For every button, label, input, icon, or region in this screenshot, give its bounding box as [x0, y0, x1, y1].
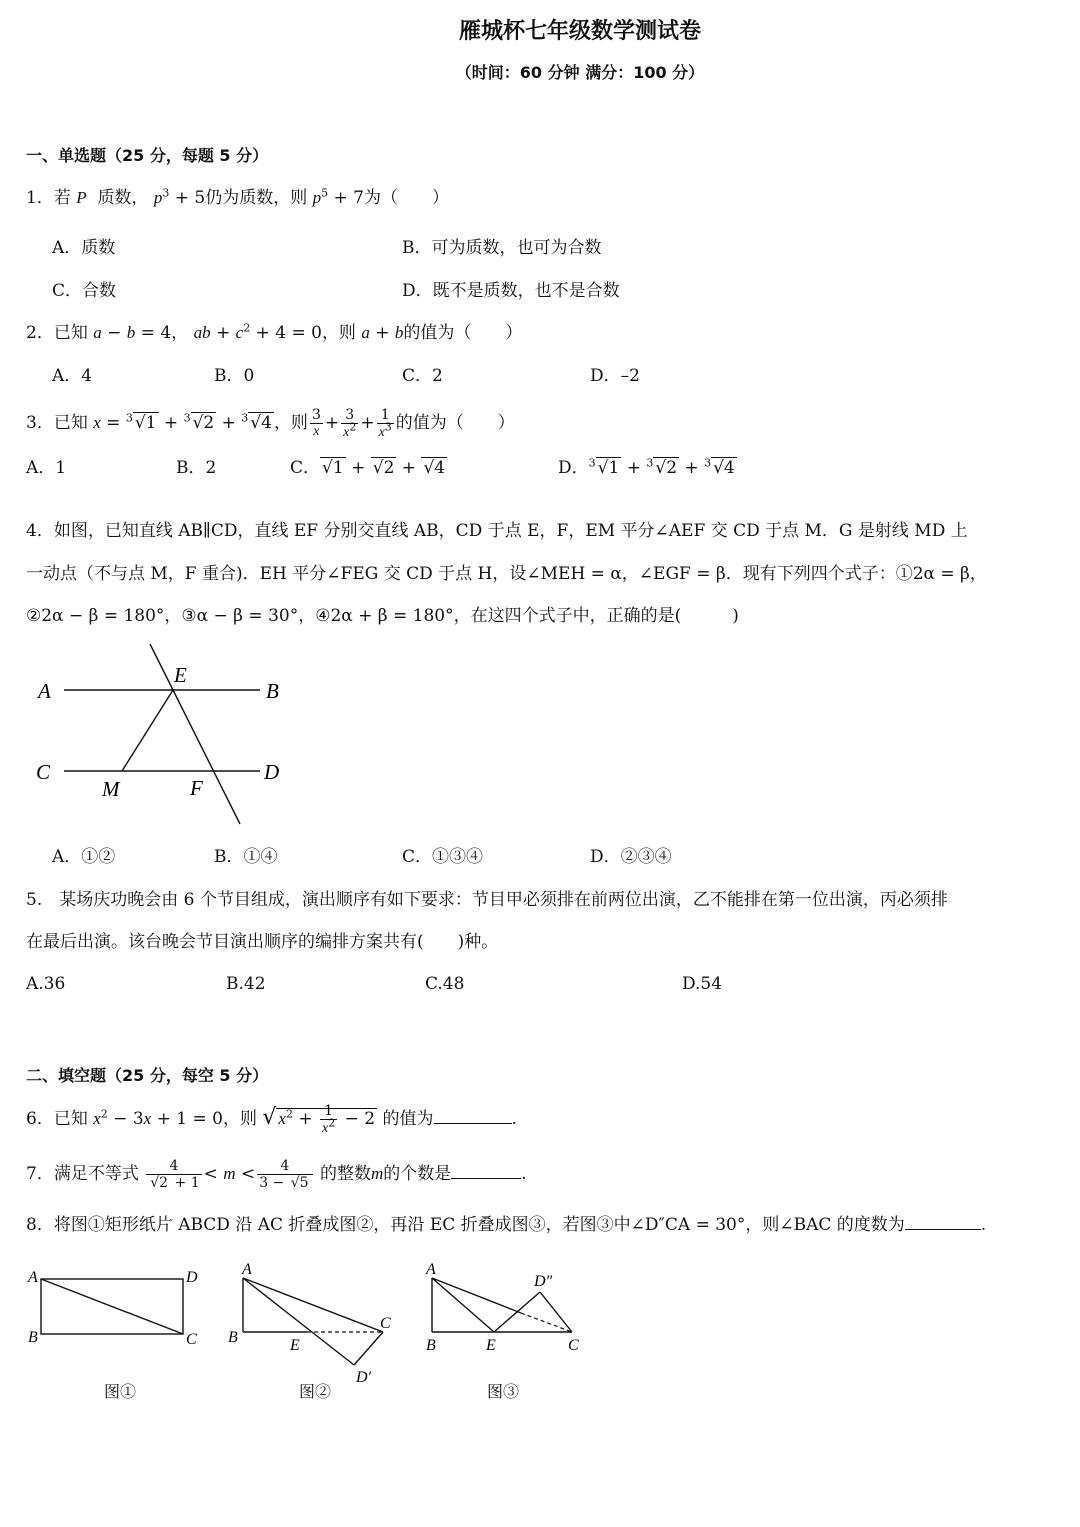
figure-label-f: F — [190, 776, 203, 800]
figure-label-e: E — [174, 663, 187, 687]
fig1-label-c: C — [186, 1331, 197, 1348]
question-1-option-a: A．质数 — [52, 238, 116, 258]
question-5-line-1: 5. 某场庆功晚会由 6 个节目组成，演出顺序有如下要求：节目甲必须排在前两位出演，乙不能排在第一位出演，丙必须排 — [26, 890, 948, 910]
question-4-option-d: D．②③④ — [590, 847, 672, 867]
fig2-label-a: A — [242, 1261, 252, 1278]
question-2-option-b: B．0 — [214, 366, 255, 386]
question-3-stem: 3．已知 x = $^3$ √1 + $^3$ √2 + $^3$ √4 ，则 $\frac{3}{x}$ + $\frac{3}{x^2}$ + $\frac{1}{x^3}$ 的值为（ ） — [26, 406, 515, 440]
question-4-option-c: C．①③④ — [402, 847, 484, 867]
fig3-label-b: B — [426, 1337, 436, 1354]
question-1-stem: 1．若 P 质数， $p^3 + 5$仍为质数，则 $p^5 + 7$为（ ） — [26, 186, 449, 208]
question-5-option-b: B.42 — [226, 974, 266, 994]
fig2-label-e: E — [290, 1337, 300, 1354]
fig3-label-c: C — [568, 1337, 579, 1354]
fig3-label-e: E — [486, 1337, 496, 1354]
figure-3-caption: 图③ — [487, 1382, 520, 1401]
question-1-option-c: C．合数 — [52, 281, 117, 301]
question-8-figure-1 — [24, 1260, 214, 1360]
fig1-label-b: B — [28, 1329, 38, 1346]
figure-label-c: C — [36, 760, 51, 784]
question-2-stem: 2．已知 a − b = 4， ab + $c^2 + 4 = 0$，则 a + b的值为（ ） — [26, 321, 523, 343]
exam-info: （时间：60 分钟 满分：100 分） — [455, 63, 705, 82]
question-5-option-a: A.36 — [26, 974, 66, 994]
fig3-label-a: A — [426, 1261, 436, 1278]
figure-2-caption: 图② — [299, 1382, 332, 1401]
figure-label-d: D — [264, 760, 280, 784]
question-4-line-3: ②2α − β = 180°，③α − β = 30°，④2α + β = 180°，在这四个式子中，正确的是( ) — [26, 606, 739, 626]
question-8-stem: 8．将图①矩形纸片 ABCD 沿 AC 折叠成图②，再沿 EC 折叠成图③，若图③中∠D″CA = 30°，则∠BAC 的度数为 . — [26, 1215, 987, 1235]
figure-1-caption: 图① — [104, 1382, 137, 1401]
question-8-figure-3 — [420, 1254, 600, 1359]
question-2-option-d: D．–2 — [590, 366, 640, 386]
figure-label-b: B — [266, 679, 279, 703]
question-5-option-d: D.54 — [682, 974, 723, 994]
question-4-option-b: B．①④ — [214, 847, 278, 867]
section-heading-fill-blank: 二、填空题（25 分，每空 5 分） — [26, 1066, 269, 1085]
question-5-option-c: C.48 — [425, 974, 465, 994]
question-1-option-b: B．可为质数，也可为合数 — [402, 238, 602, 258]
question-3-option-d: D．$^3$ √1 + $^3$ √2 + $^3$ √4 — [558, 456, 735, 478]
question-4-line-2: 一动点（不与点 M，F 重合)．EH 平分∠FEG 交 CD 于点 H，设∠MEH = α，∠EGF = β．现有下列四个式子：①2α = β， — [26, 564, 987, 584]
question-8-figure-2 — [226, 1254, 406, 1389]
question-7-stem: 7．满足不等式 $\frac{4}{√2 + 1}$ < m < $\frac{4}{3 - √5}$ 的整数m的个数是 . — [26, 1158, 527, 1191]
question-2-option-a: A．4 — [52, 366, 93, 386]
section-heading-single-choice: 一、单选题（25 分，每题 5 分） — [26, 146, 269, 165]
question-6-stem: 6．已知 $x^2 - 3x + 1 = 0$，则 √ $x^2$ + $\frac{1}{x^2}$ − 2 的值为 . — [26, 1102, 517, 1136]
fig3-label-d-double-prime: D″ — [534, 1273, 553, 1290]
question-3-option-c: C． √1 + √2 + √4 — [290, 458, 446, 478]
question-4-option-a: A．①② — [52, 847, 116, 867]
question-5-line-2: 在最后出演。该台晚会节目演出顺序的编排方案共有( )种。 — [26, 932, 499, 952]
fig2-label-b: B — [228, 1329, 238, 1346]
question-4-figure — [28, 640, 298, 830]
question-2-option-c: C．2 — [402, 366, 443, 386]
fig1-label-d: D — [186, 1269, 198, 1286]
figure-label-a: A — [38, 679, 51, 703]
fig1-label-a: A — [28, 1269, 38, 1286]
question-3-option-a: A．1 — [26, 458, 67, 478]
figure-label-m: M — [102, 777, 120, 801]
fig2-label-d-prime: D′ — [356, 1369, 372, 1386]
question-1-option-d: D．既不是质数，也不是合数 — [402, 281, 620, 301]
question-4-line-1: 4．如图，已知直线 AB∥CD，直线 EF 分别交直线 AB，CD 于点 E，F，EM 平分∠AEF 交 CD 于点 M．G 是射线 MD 上 — [26, 521, 968, 541]
page-title: 雁城杯七年级数学测试卷 — [458, 19, 701, 44]
fig2-label-c: C — [380, 1315, 391, 1332]
question-3-option-b: B．2 — [176, 458, 217, 478]
